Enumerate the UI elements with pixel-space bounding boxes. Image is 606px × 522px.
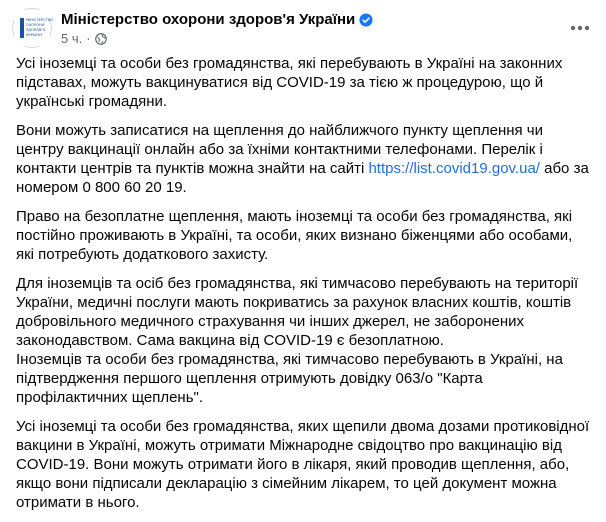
more-options-icon[interactable] xyxy=(562,10,598,46)
logo-text-line: УКРАЇНИ xyxy=(26,33,42,37)
post-paragraph: Усі іноземці та особи без громадянства, яких щепили двома дозами протиковідної вакцини в Україні, можуть отримати Міжнародне свідоцтво про вакцинацію від COVID-19. Вони можуть отримати його в лікаря, який проводив щеплення, або, якщо вони підписали декларацію з сімейним лікарем, то цей документ можна отримати в нього. xyxy=(16,418,590,511)
verified-badge-icon xyxy=(359,13,373,27)
post-timestamp[interactable]: 5 ч. xyxy=(61,31,83,46)
separator-dot: · xyxy=(86,31,91,46)
post-text: Вони можуть записатися на щеплення до найближчого пункту щеплення чи центру вакцинації онлайн або за їхніми контактними телефонами. Перелік і контакти центрів та пунктів можна знайти на сайті xyxy=(16,122,543,177)
post-text: Для іноземців та осіб без громадянства, які тимчасово перебувають на території України, медичні послуги мають покриватись за рахунок власних коштів, коштів добровільного медичного страхування чи інших джерел, не заборонених законодавством. Сама вакцина від COVID-19 є безоплатною. xyxy=(16,275,579,349)
logo-text-line: ЗДОРОВ'Я xyxy=(26,28,45,32)
post-paragraph xyxy=(16,274,592,407)
page-name-link[interactable]: Міністерство охорони здоров'я України xyxy=(61,11,356,28)
logo-text-line: МІНІСТЕРСТВО xyxy=(26,18,54,22)
post-paragraph: Право на безоплатне щеплення, мають іноземці та особи без громадянства, які постійно проживають в Україні, та особи, яких визнано біженцями або особами, які потребують додаткового захисту. xyxy=(16,208,573,263)
post-paragraph xyxy=(16,121,592,197)
post-header xyxy=(12,8,373,48)
page-avatar[interactable] xyxy=(12,8,52,48)
post-text: або за номером 0 800 60 20 19. xyxy=(16,160,589,196)
post-body xyxy=(16,54,592,522)
page-name-row xyxy=(61,10,373,29)
post-paragraph: Усі іноземці та особи без громадянства, які перебувають в Україні на законних підставах, можуть вакцинуватися від COVID-19 за тією ж процедурою, що й українські громадяни. xyxy=(16,55,563,110)
globe-icon[interactable] xyxy=(95,33,107,45)
ministry-logo xyxy=(14,10,54,46)
logo-text-line: ОХОРОНИ xyxy=(26,23,45,27)
post-meta xyxy=(61,8,373,46)
post-text: Іноземців та особи без громадянства, які тимчасово перебувають в Україні, на підтвердження першого щеплення отримують довідку 063/о "Карта профілактичних щеплень". xyxy=(16,351,563,406)
vaccination-centers-link[interactable]: https://list.covid19.gov.ua/ xyxy=(368,160,540,177)
post-subtitle xyxy=(61,31,373,46)
